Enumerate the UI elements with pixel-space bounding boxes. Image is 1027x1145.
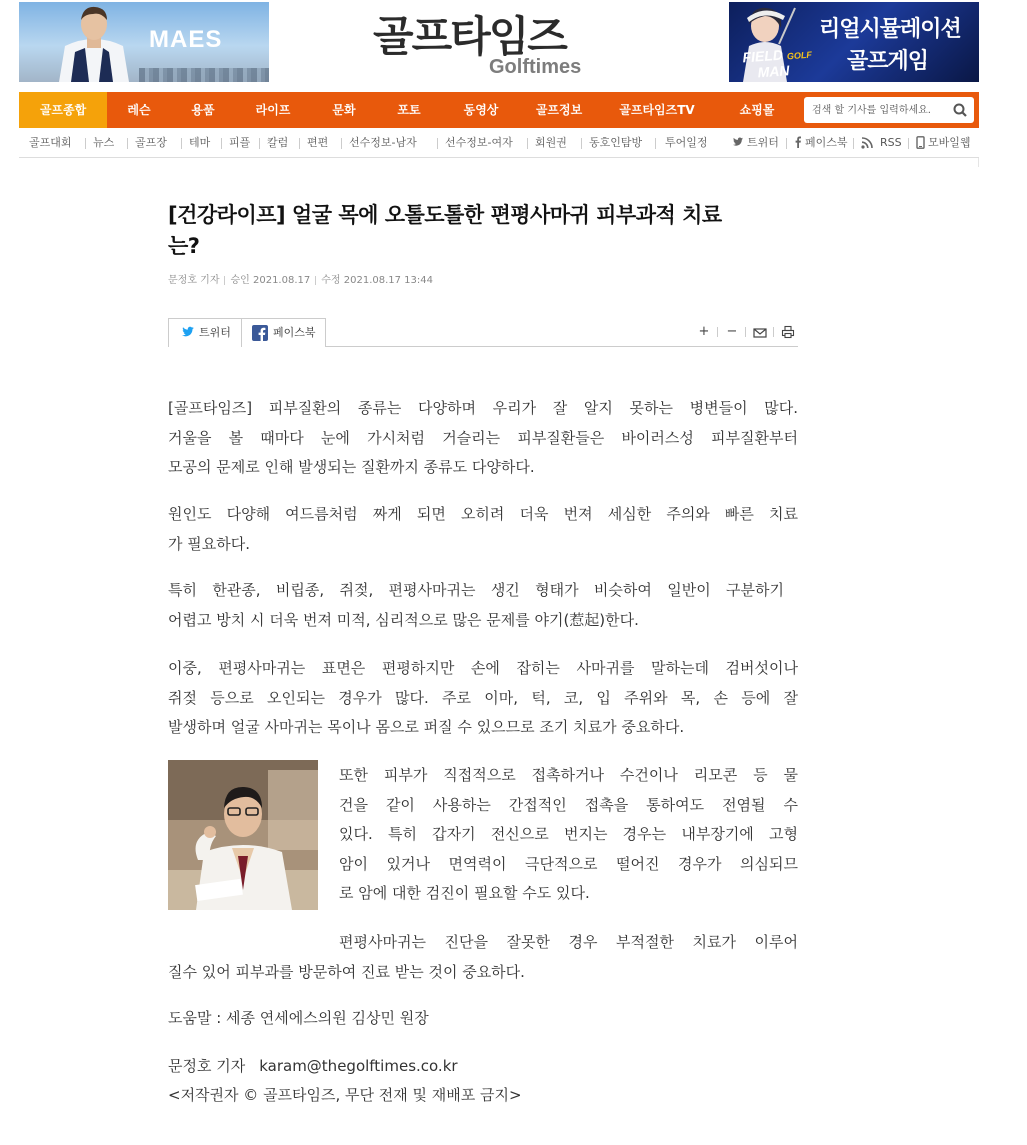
nav-item-golf-general[interactable]: 골프종합 (19, 92, 107, 128)
print-icon[interactable] (781, 325, 795, 339)
nav-item-culture[interactable]: 문화 (332, 103, 356, 117)
subnav-item-player-female[interactable]: 선수정보-여자 (445, 136, 513, 149)
subnav-item-club-visit[interactable]: 동호인탐방 (589, 136, 643, 149)
article-modified-date: 수정 2021.08.17 13:44 (321, 275, 434, 286)
subnav-facebook[interactable]: 페이스북 (793, 128, 853, 158)
nav-item-equipment[interactable]: 용품 (191, 103, 215, 117)
facebook-icon (252, 325, 268, 341)
divider (581, 138, 582, 149)
site-logo[interactable] (373, 12, 633, 82)
rss-icon (861, 136, 874, 149)
article-copyright: <저작권자 © 골프타임즈, 무단 전재 및 재배포 금지> (168, 1086, 522, 1104)
logo-english: Golftimes (489, 56, 582, 78)
share-facebook-button[interactable]: 페이스북 (241, 318, 326, 347)
subnav-item-player-male[interactable]: 선수정보-남자 (349, 136, 417, 149)
article-paragraph-3: 특히 한관종, 비립종, 쥐젖, 편평사마귀는 생긴 형태가 비슷하여 일반이 구분하기 어렵고 방치 시 더욱 번져 미적, 심리적으로 많은 문제를 야기(惹起)한다. (168, 581, 784, 629)
fieldman-logo: FIELD GOLF MAN (741, 46, 813, 81)
subnav-item-tournament[interactable]: 골프대회 (29, 136, 72, 149)
mail-icon[interactable] (753, 326, 767, 340)
article-paragraph-5: 또한 피부가 직접적으로 접촉하거나 수건이나 리모콘 등 물 건을 같이 사용하는 간접적인 접촉을 통하여도 전염될 수 있다. 특히 갑자기 전신으로 번지는 경우는 내부장기에 고형 암이 있거나 면역력이 극단적으로 떨어진 경우가 의심되므 로 암에 대한 검진이 필요할 수도 있다. (339, 766, 798, 902)
subnav-item-tour-schedule[interactable]: 투어일정 (665, 136, 708, 149)
subnav-item-news[interactable]: 뉴스 (93, 136, 115, 149)
article-approved-date: 승인 2021.08.17 (230, 275, 311, 286)
nav-item-life[interactable]: 라이프 (255, 103, 291, 117)
article-title: [건강라이프] 얼굴 목에 오톨도톨한 편평사마귀 피부과적 치료 는? (168, 203, 722, 258)
article-byline (168, 1052, 798, 1082)
byline-email[interactable]: karam@thegolftimes.co.kr (259, 1057, 458, 1075)
divider (786, 138, 787, 149)
share-toolbar (168, 318, 798, 347)
nav-item-video[interactable]: 동영상 (463, 103, 499, 117)
divider (221, 138, 222, 149)
share-twitter-button[interactable]: 트위터 (168, 318, 242, 347)
mobile-icon (916, 136, 925, 149)
subnav-mobile-web[interactable]: 모바일웹 (916, 128, 976, 158)
twitter-icon (732, 136, 744, 148)
article-photo-doctor[interactable] (168, 760, 318, 910)
subnav-item-membership[interactable]: 회원권 (535, 136, 567, 149)
divider (127, 138, 128, 149)
subnav-rss[interactable]: RSS (861, 128, 909, 158)
divider (181, 138, 182, 149)
article-header (168, 200, 798, 288)
article-paragraph-4: 이중, 편평사마귀는 표면은 편평하지만 손에 잡히는 사마귀를 말하는데 검버섯이나 쥐젖 등으로 오인되는 경우가 많다. 주로 이마, 턱, 코, 입 주위와 목, 손 등에 잘 발생하며 얼굴 사마귀는 목이나 몸으로 퍼질 수 있으므로 조기 치료가 중요하다. (168, 659, 798, 736)
font-increase-icon[interactable]: + (698, 324, 710, 339)
subnav-twitter[interactable]: 트위터 (732, 128, 788, 158)
divider (299, 138, 300, 149)
main-nav (19, 92, 979, 128)
divider (908, 138, 909, 149)
twitter-icon (180, 325, 196, 339)
nav-item-golf-info[interactable]: 골프정보 (535, 103, 583, 117)
facebook-icon (793, 136, 803, 148)
article-tools (696, 325, 796, 339)
divider (259, 138, 260, 149)
subnav-item-pyeonpyeon[interactable]: 편편 (307, 136, 329, 149)
search-icon[interactable] (952, 102, 968, 118)
byline-author: 문정호 기자 (168, 1057, 246, 1075)
ad-skyline (139, 68, 269, 82)
content-frame-line (19, 158, 979, 167)
article-meta (168, 274, 798, 288)
search-box (804, 97, 974, 123)
search-input[interactable] (812, 100, 944, 120)
divider (341, 138, 342, 149)
nav-item-photo[interactable]: 포토 (397, 103, 421, 117)
article-paragraph-1: [골프타임즈] 피부질환의 종류는 다양하며 우리가 잘 알지 못하는 병변들이 많다. 거울을 볼 때마다 눈에 가시처럼 거슬리는 피부질환들은 바이러스성 피부질환부터 모공의 문제로 인해 발생되는 질환까지 종류도 다양하다. (168, 399, 798, 476)
font-decrease-icon[interactable]: − (726, 324, 738, 339)
subnav-item-column[interactable]: 칼럼 (267, 136, 289, 149)
banner-ad-maes[interactable] (19, 2, 269, 82)
article-paragraph-2: 원인도 다양해 여드름처럼 짜게 되면 오히려 더욱 번져 세심한 주의와 빠른 치료 가 필요하다. (168, 505, 798, 553)
nav-item-shopping[interactable]: 쇼핑몰 (739, 103, 775, 117)
divider (437, 138, 438, 149)
subnav-item-people[interactable]: 피플 (229, 136, 251, 149)
ad-headline-2: 골프게임 (847, 49, 929, 74)
banner-ad-fieldman[interactable] (729, 2, 979, 82)
model-illustration (49, 2, 139, 82)
divider (655, 138, 656, 149)
divider (85, 138, 86, 149)
doctor-photo-illustration (168, 760, 318, 910)
article-author: 문정호 기자 (168, 275, 220, 286)
subnav-item-theme[interactable]: 테마 (189, 136, 211, 149)
divider (527, 138, 528, 149)
ad-brand-text: MAES (149, 26, 223, 53)
nav-item-lesson[interactable]: 레슨 (127, 103, 151, 117)
subnav-item-golf-course[interactable]: 골프장 (135, 136, 167, 149)
sub-nav (19, 128, 979, 158)
site-header (0, 0, 1027, 92)
ad-headline-1: 리얼시뮬레이션 (819, 17, 961, 42)
article-paragraph-6: 편평사마귀는 진단을 잘못한 경우 부적절한 치료가 이루어 질수 있어 피부과를 방문하여 진료 받는 것이 중요하다. (168, 933, 798, 981)
divider (853, 138, 854, 149)
nav-item-golftimes-tv[interactable]: 골프타임즈TV (619, 103, 695, 117)
article-helper-credit: 도움말 : 세종 연세에스의원 김상민 원장 (168, 1009, 429, 1027)
logo-korean: 골프타임즈 (373, 12, 566, 61)
